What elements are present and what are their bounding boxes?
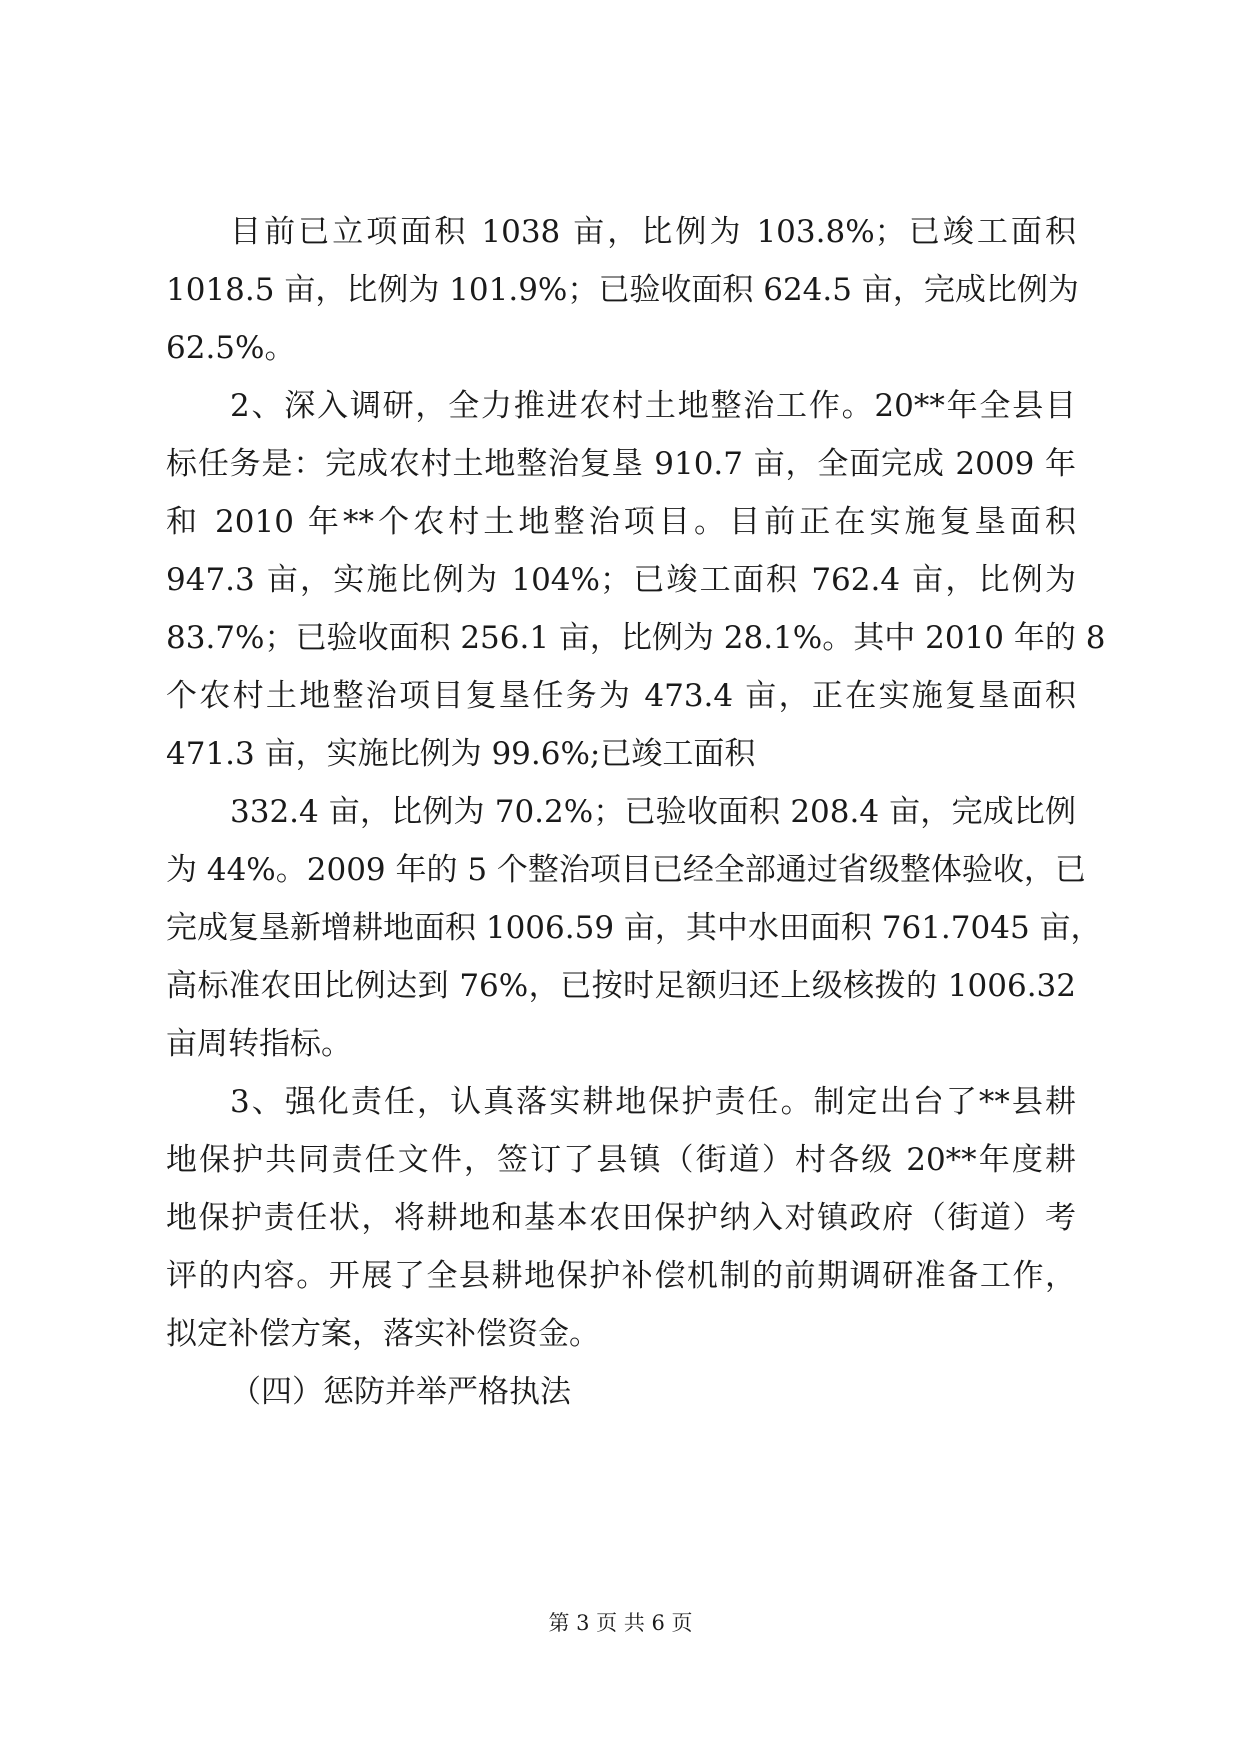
paragraph-line: 完成复垦新增耕地面积 1006.59 亩，其中水田面积 761.7045 亩， (166, 910, 1102, 946)
paragraph-line: 83.7%；已验收面积 256.1 亩，比例为 28.1%。其中 2010 年的 8 (166, 620, 1106, 656)
paragraph-line: 高标准农田比例达到 76%，已按时足额归还上级核拨的 1006.32 (166, 968, 1076, 1004)
paragraph-line: 拟定补偿方案，落实补偿资金。 (166, 1316, 600, 1352)
paragraph-line: 目前已立项面积 1038 亩，比例为 103.8%；已竣工面积 (230, 214, 1076, 250)
section-heading: （四）惩防并举严格执法 (230, 1374, 571, 1410)
paragraph-line: 为 44%。2009 年的 5 个整治项目已经全部通过省级整体验收，已 (166, 852, 1086, 888)
paragraph-line: 471.3 亩，实施比例为 99.6%;已竣工面积 (166, 736, 756, 772)
paragraph-line: 地保护责任状，将耕地和基本农田保护纳入对镇政府（街道）考 (166, 1200, 1076, 1236)
paragraph-line: 947.3 亩，实施比例为 104%；已竣工面积 762.4 亩，比例为 (166, 562, 1076, 598)
paragraph-line: 评的内容。开展了全县耕地保护补偿机制的前期调研准备工作， (166, 1258, 1076, 1294)
paragraph-line: 地保护共同责任文件，签订了县镇（街道）村各级 20**年度耕 (166, 1142, 1076, 1178)
paragraph-line: 62.5%。 (166, 330, 296, 366)
paragraph-line: 1018.5 亩，比例为 101.9%；已验收面积 624.5 亩，完成比例为 (166, 272, 1079, 308)
paragraph-line: 2、深入调研，全力推进农村土地整治工作。20**年全县目 (230, 388, 1076, 424)
paragraph-line: 亩周转指标。 (166, 1026, 352, 1062)
paragraph-line: 标任务是：完成农村土地整治复垦 910.7 亩，全面完成 2009 年 (166, 446, 1076, 482)
paragraph-line: 332.4 亩，比例为 70.2%；已验收面积 208.4 亩，完成比例 (230, 794, 1076, 830)
page-number-footer: 第 3 页 共 6 页 (548, 1611, 693, 1635)
paragraph-line: 3、强化责任，认真落实耕地保护责任。制定出台了**县耕 (230, 1084, 1076, 1120)
paragraph-line: 和 2010 年**个农村土地整治项目。目前正在实施复垦面积 (166, 504, 1076, 540)
paragraph-line: 个农村土地整治项目复垦任务为 473.4 亩，正在实施复垦面积 (166, 678, 1076, 714)
